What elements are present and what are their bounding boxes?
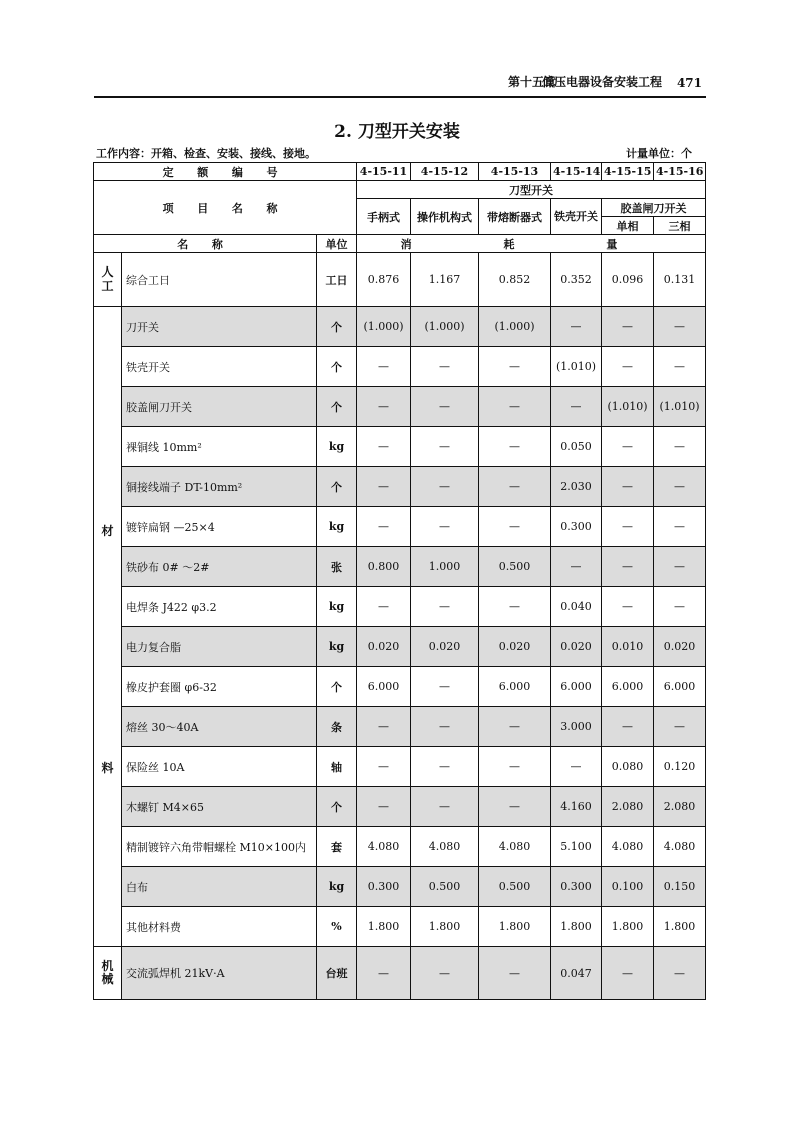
row-unit: % xyxy=(317,907,357,947)
table-row xyxy=(94,467,706,507)
row-name: 镀锌扁钢 —25×4 xyxy=(122,507,317,547)
col-consumption-header: 消 耗 量 xyxy=(357,235,706,253)
category-material xyxy=(94,307,122,947)
row-value: — xyxy=(479,787,551,827)
row-name: 橡皮护套圈 φ6-32 xyxy=(122,667,317,707)
quota-code: 4-15-14 xyxy=(551,163,602,181)
row-unit: 个 xyxy=(317,347,357,387)
sub-label: 带熔断器式 xyxy=(479,199,551,235)
row-value: 4.080 xyxy=(654,827,706,867)
row-value: 6.000 xyxy=(551,667,602,707)
row-value: 0.500 xyxy=(479,547,551,587)
row-name: 裸铜线 10mm² xyxy=(122,427,317,467)
table-row xyxy=(94,947,706,1000)
row-value: 4.080 xyxy=(357,827,411,867)
row-value: 0.020 xyxy=(479,627,551,667)
row-value: 2.030 xyxy=(551,467,602,507)
row-value: 6.000 xyxy=(654,667,706,707)
row-name: 综合工日 xyxy=(122,253,317,307)
table-row xyxy=(94,507,706,547)
row-value: — xyxy=(479,507,551,547)
sub-label: 操作机构式 xyxy=(411,199,479,235)
row-unit: 个 xyxy=(317,667,357,707)
row-unit: 台班 xyxy=(317,947,357,1000)
row-value: — xyxy=(654,707,706,747)
running-header xyxy=(94,72,706,98)
item-name-label: 项 目 名 称 xyxy=(94,181,357,235)
row-value: 6.000 xyxy=(357,667,411,707)
table-row xyxy=(94,587,706,627)
row-value: — xyxy=(602,427,654,467)
table-row xyxy=(94,867,706,907)
row-value: — xyxy=(411,747,479,787)
row-value: 2.080 xyxy=(602,787,654,827)
row-value: — xyxy=(551,387,602,427)
row-value: 1.167 xyxy=(411,253,479,307)
row-value: 0.150 xyxy=(654,867,706,907)
row-value: — xyxy=(357,467,411,507)
row-name: 铁壳开关 xyxy=(122,347,317,387)
row-value: 1.800 xyxy=(602,907,654,947)
section-title: 2. 刀型开关安装 xyxy=(334,122,460,142)
row-value: — xyxy=(411,707,479,747)
row-unit: 轴 xyxy=(317,747,357,787)
table-row xyxy=(94,707,706,747)
col-unit-header: 单位 xyxy=(317,235,357,253)
table-row xyxy=(94,427,706,467)
row-value: 1.800 xyxy=(654,907,706,947)
row-unit: 个 xyxy=(317,467,357,507)
row-value: — xyxy=(654,547,706,587)
row-value: — xyxy=(551,307,602,347)
row-value: 1.000 xyxy=(411,547,479,587)
measure-unit: 计量单位：个 xyxy=(626,147,692,160)
row-value: — xyxy=(411,587,479,627)
row-value: — xyxy=(479,427,551,467)
row-value: — xyxy=(357,587,411,627)
row-value: (1.010) xyxy=(654,387,706,427)
row-value: 1.800 xyxy=(479,907,551,947)
row-value: 0.040 xyxy=(551,587,602,627)
quota-code: 4-15-12 xyxy=(411,163,479,181)
row-unit: 个 xyxy=(317,787,357,827)
row-value: 4.080 xyxy=(411,827,479,867)
row-value: — xyxy=(479,707,551,747)
row-value: — xyxy=(357,507,411,547)
table-row xyxy=(94,627,706,667)
row-value: 6.000 xyxy=(479,667,551,707)
row-unit: kg xyxy=(317,587,357,627)
row-value: — xyxy=(654,507,706,547)
row-value: — xyxy=(411,387,479,427)
row-value: — xyxy=(357,387,411,427)
row-name: 白布 xyxy=(122,867,317,907)
row-value: 0.080 xyxy=(602,747,654,787)
row-value: — xyxy=(411,787,479,827)
row-name: 保险丝 10A xyxy=(122,747,317,787)
row-value: — xyxy=(479,947,551,1000)
row-value: — xyxy=(479,347,551,387)
row-value: 0.120 xyxy=(654,747,706,787)
row-value: — xyxy=(654,467,706,507)
row-name: 胶盖闸刀开关 xyxy=(122,387,317,427)
row-value: — xyxy=(551,747,602,787)
category-material-bottom: 料 xyxy=(101,760,114,775)
row-unit: 套 xyxy=(317,827,357,867)
row-unit: 条 xyxy=(317,707,357,747)
row-value: — xyxy=(654,347,706,387)
row-unit: 工日 xyxy=(317,253,357,307)
row-value: (1.000) xyxy=(479,307,551,347)
rubber-sub-label: 三相 xyxy=(654,217,706,235)
row-unit: kg xyxy=(317,627,357,667)
row-value: 3.000 xyxy=(551,707,602,747)
row-value: — xyxy=(411,467,479,507)
rubber-group-label: 胶盖闸刀开关 xyxy=(602,199,706,217)
row-name: 电力复合脂 xyxy=(122,627,317,667)
table-row xyxy=(94,253,706,307)
row-value: 0.300 xyxy=(357,867,411,907)
row-value: (1.010) xyxy=(602,387,654,427)
quota-code: 4-15-11 xyxy=(357,163,411,181)
row-value: — xyxy=(602,307,654,347)
table-row xyxy=(94,787,706,827)
row-value: — xyxy=(479,587,551,627)
row-value: 0.020 xyxy=(357,627,411,667)
table-row xyxy=(94,747,706,787)
table-row xyxy=(94,547,706,587)
row-value: — xyxy=(479,747,551,787)
row-unit: 张 xyxy=(317,547,357,587)
row-value: — xyxy=(357,947,411,1000)
row-value: — xyxy=(357,707,411,747)
table-row xyxy=(94,307,706,347)
row-value: 5.100 xyxy=(551,827,602,867)
row-value: 0.020 xyxy=(411,627,479,667)
row-value: 0.500 xyxy=(411,867,479,907)
sub-label: 手柄式 xyxy=(357,199,411,235)
row-value: — xyxy=(654,947,706,1000)
row-value: — xyxy=(602,707,654,747)
row-value: 1.800 xyxy=(551,907,602,947)
row-name: 木螺钉 M4×65 xyxy=(122,787,317,827)
row-name: 刀开关 xyxy=(122,307,317,347)
row-value: 0.300 xyxy=(551,507,602,547)
row-unit: 个 xyxy=(317,387,357,427)
row-value: — xyxy=(479,387,551,427)
row-value: 1.800 xyxy=(411,907,479,947)
row-value: 0.352 xyxy=(551,253,602,307)
row-unit: 个 xyxy=(317,307,357,347)
table-row xyxy=(94,827,706,867)
row-unit: kg xyxy=(317,427,357,467)
row-value: — xyxy=(602,587,654,627)
row-value: (1.010) xyxy=(551,347,602,387)
row-name: 精制镀锌六角带帽螺栓 M10×100内 xyxy=(122,827,317,867)
row-value: — xyxy=(411,947,479,1000)
row-value: — xyxy=(602,507,654,547)
row-name: 电焊条 J422 φ3.2 xyxy=(122,587,317,627)
quota-table xyxy=(93,162,706,1000)
row-name: 铜接线端子 DT-10mm² xyxy=(122,467,317,507)
table-row xyxy=(94,347,706,387)
row-value: 0.100 xyxy=(602,867,654,907)
row-name: 交流弧焊机 21kV·A xyxy=(122,947,317,1000)
row-value: — xyxy=(654,307,706,347)
row-value: 0.096 xyxy=(602,253,654,307)
row-value: 0.876 xyxy=(357,253,411,307)
rubber-sub-label: 单相 xyxy=(602,217,654,235)
row-value: 6.000 xyxy=(602,667,654,707)
row-unit: kg xyxy=(317,867,357,907)
row-value: — xyxy=(411,427,479,467)
chapter-number: 第十五章 xyxy=(507,75,556,89)
row-value: — xyxy=(602,947,654,1000)
row-value: — xyxy=(654,427,706,467)
quota-code: 4-15-16 xyxy=(654,163,706,181)
quota-code-label: 定 额 编 号 xyxy=(94,163,357,181)
row-value: — xyxy=(357,427,411,467)
row-value: 0.020 xyxy=(654,627,706,667)
meta-line xyxy=(94,145,706,161)
row-value: 0.852 xyxy=(479,253,551,307)
category-labor: 人工 xyxy=(94,253,122,307)
row-value: 0.020 xyxy=(551,627,602,667)
table-row xyxy=(94,667,706,707)
work-content: 工作内容：开箱、检查、安装、接线、接地。 xyxy=(96,147,316,160)
row-value: (1.000) xyxy=(411,307,479,347)
row-value: — xyxy=(357,787,411,827)
row-name: 铁砂布 0# ～2# xyxy=(122,547,317,587)
row-name: 其他材料费 xyxy=(122,907,317,947)
row-value: — xyxy=(654,587,706,627)
row-value: — xyxy=(357,747,411,787)
row-value: 4.160 xyxy=(551,787,602,827)
row-value: 0.500 xyxy=(479,867,551,907)
row-value: — xyxy=(411,667,479,707)
row-value: 0.010 xyxy=(602,627,654,667)
row-value: — xyxy=(602,467,654,507)
row-value: 0.131 xyxy=(654,253,706,307)
quota-code: 4-15-15 xyxy=(602,163,654,181)
row-value: — xyxy=(357,347,411,387)
row-value: (1.000) xyxy=(357,307,411,347)
group-label: 刀型开关 xyxy=(357,181,706,199)
row-value: 0.047 xyxy=(551,947,602,1000)
row-value: — xyxy=(411,347,479,387)
row-value: 4.080 xyxy=(479,827,551,867)
table-row xyxy=(94,907,706,947)
row-value: — xyxy=(551,547,602,587)
row-value: 0.050 xyxy=(551,427,602,467)
row-value: 2.080 xyxy=(654,787,706,827)
row-value: — xyxy=(479,467,551,507)
chapter-title: 低压电器设备安装工程 xyxy=(541,75,662,89)
row-value: — xyxy=(411,507,479,547)
page-number: 471 xyxy=(676,76,702,90)
row-value: 0.300 xyxy=(551,867,602,907)
row-value: — xyxy=(602,347,654,387)
table-row xyxy=(94,387,706,427)
row-value: — xyxy=(602,547,654,587)
category-material-top: 材 xyxy=(101,523,114,538)
sub-label: 铁壳开关 xyxy=(551,199,602,235)
quota-code: 4-15-13 xyxy=(479,163,551,181)
row-unit: kg xyxy=(317,507,357,547)
category-machine: 机械 xyxy=(94,947,122,1000)
row-name: 熔丝 30～40A xyxy=(122,707,317,747)
col-name-header: 名 称 xyxy=(94,235,317,253)
row-value: 1.800 xyxy=(357,907,411,947)
row-value: 4.080 xyxy=(602,827,654,867)
row-value: 0.800 xyxy=(357,547,411,587)
